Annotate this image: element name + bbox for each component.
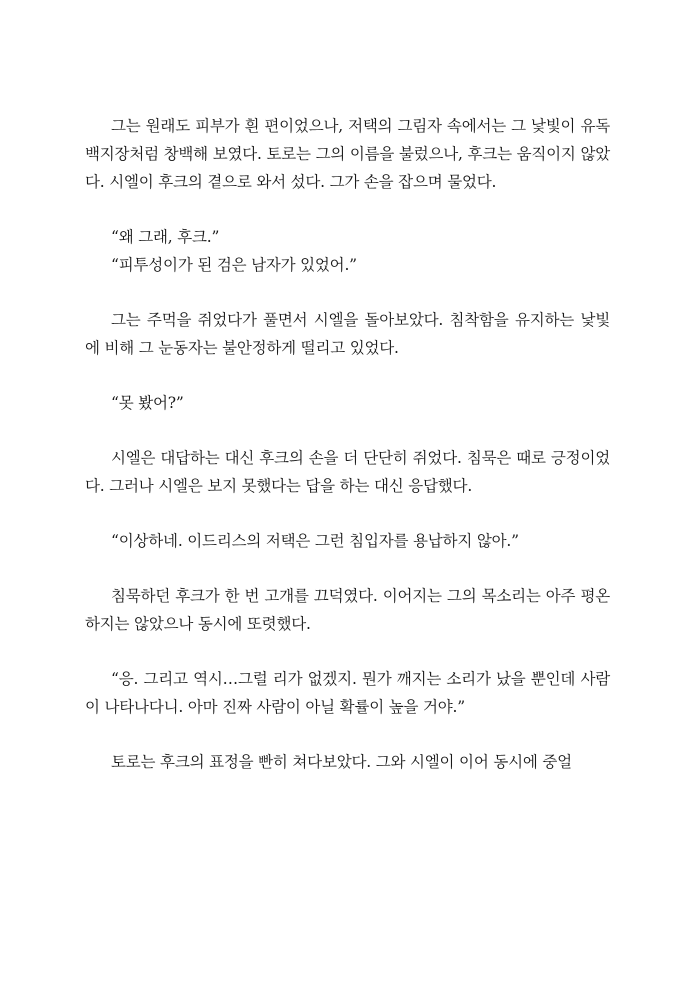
dialogue-line-4: “이상하네. 이드리스의 저택은 그런 침입자를 용납하지 않아.” — [111, 532, 519, 550]
document-page — [85, 112, 610, 776]
paragraph-3: 시엘은 대답하는 대신 후크의 손을 더 단단히 쥐었다. 침묵은 때로 긍정이었다. 그러나 시엘은 보지 못했다는 답을 하는 대신 응답했다. — [85, 449, 610, 495]
dialogue-line-1: “왜 그래, 후크.” — [111, 228, 220, 246]
dialogue-line-5: “응. 그리고 역시…그럴 리가 없겠지. 뭔가 깨지는 소리가 났을 뿐인데 사람이 나타나다니. 아마 진짜 사람이 아닐 확률이 높을 거야.” — [85, 670, 610, 716]
dialogue-line-3: “못 봤어?” — [111, 394, 184, 412]
paragraph-4: 침묵하던 후크가 한 번 고개를 끄덕였다. 이어지는 그의 목소리는 아주 평온하지는 않았으나 동시에 또렷했다. — [85, 587, 610, 633]
dialogue-line-2: “피투성이가 된 검은 남자가 있었어.” — [111, 256, 357, 274]
paragraph-1: 그는 원래도 피부가 흰 편이었으나, 저택의 그림자 속에서는 그 낯빛이 유독 백지장처럼 창백해 보였다. 토로는 그의 이름을 불렀으나, 후크는 움직이지 않았다. 시엘이 후크의 곁으로 와서 섰다. 그가 손을 잡으며 물었다. — [85, 117, 610, 191]
paragraph-5: 토로는 후크의 표정을 빤히 쳐다보았다. 그와 시엘이 이어 동시에 중얼 — [111, 753, 572, 771]
paragraph-2: 그는 주먹을 쥐었다가 풀면서 시엘을 돌아보았다. 침착함을 유지하는 낯빛에 비해 그 눈동자는 불안정하게 떨리고 있었다. — [85, 311, 610, 357]
